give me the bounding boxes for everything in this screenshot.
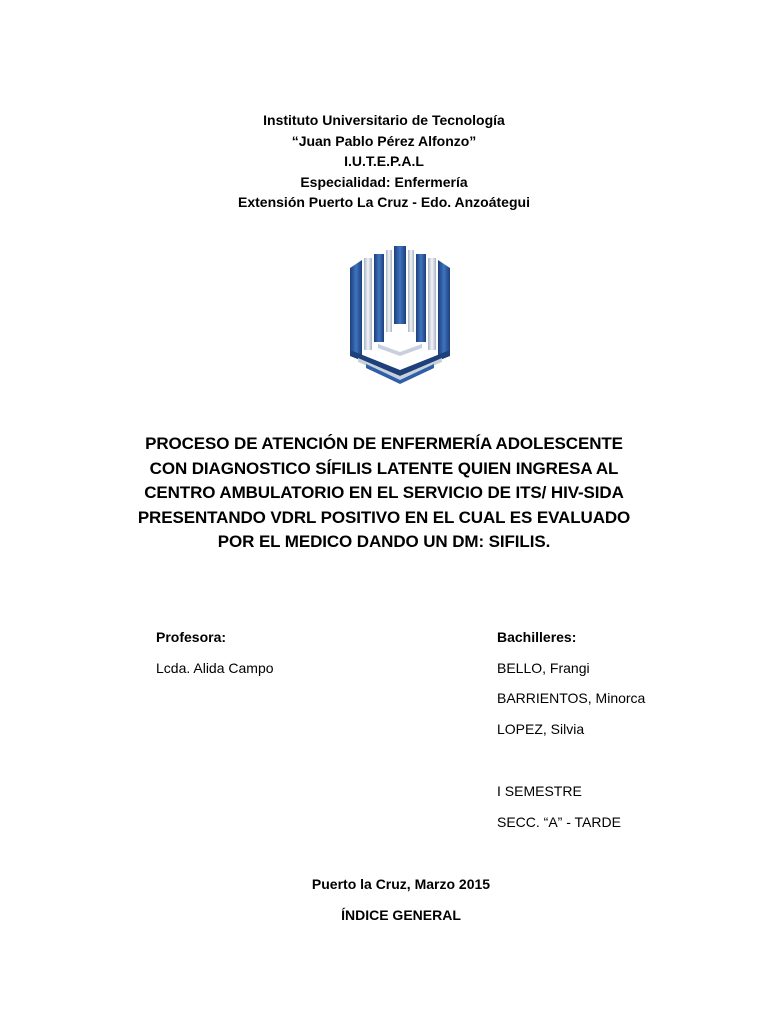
iutepal-logo-icon: [344, 246, 456, 386]
student-name: BARRIENTOS, Minorca: [497, 690, 646, 706]
section: SECC. “A” - TARDE: [497, 814, 621, 830]
title-line: POR EL MEDICO DANDO UN DM: SIFILIS.: [217, 532, 551, 551]
semester: I SEMESTRE: [497, 783, 582, 799]
title-line: PRESENTANDO VDRL POSITIVO EN EL CUAL ES EVALUADO: [137, 507, 631, 527]
student-name: BELLO, Frangi: [497, 660, 590, 676]
professor-block: [156, 629, 416, 689]
place-date: Puerto la Cruz, Marzo 2015: [311, 876, 491, 892]
index-heading: ÍNDICE GENERAL: [341, 907, 461, 923]
student-name: LOPEZ, Silvia: [497, 721, 585, 737]
institution-acronym: I.U.T.E.P.A.L: [344, 153, 424, 169]
title-line: CENTRO AMBULATORIO EN EL SERVICIO DE ITS/ HIV-SIDA: [144, 483, 624, 502]
students-block: [497, 629, 747, 839]
professor-label: Profesora:: [156, 629, 227, 645]
students-label: Bachilleres:: [497, 629, 577, 645]
document-title: [120, 432, 648, 555]
title-line: PROCESO DE ATENCIÓN DE ENFERMERÍA ADOLESCENTE: [145, 434, 623, 453]
institution-header: [0, 110, 768, 213]
institution-name: Instituto Universitario de Tecnología: [263, 112, 505, 128]
specialty: Especialidad: Enfermería: [300, 173, 468, 190]
extension: Extensión Puerto La Cruz - Edo. Anzoátegui: [238, 194, 530, 210]
professor-name: Lcda. Alida Campo: [156, 660, 274, 676]
title-line: CON DIAGNOSTICO SÍFILIS LATENTE QUIEN INGRESA AL: [149, 458, 619, 478]
institution-subname: “Juan Pablo Pérez Alfonzo”: [291, 132, 477, 149]
